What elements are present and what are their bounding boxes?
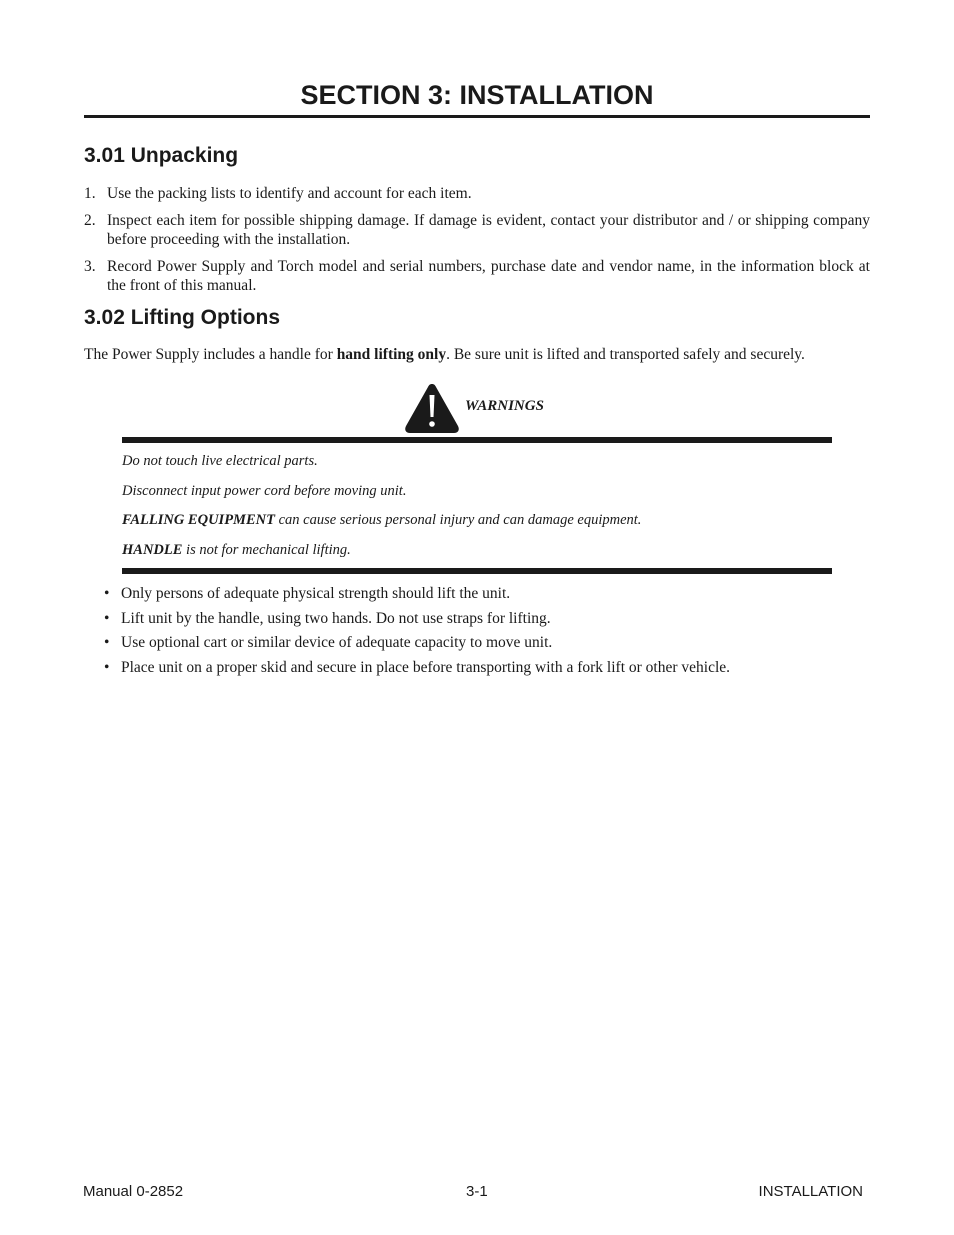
warning-emphasis: HANDLE: [122, 542, 183, 558]
list-item: [104, 633, 864, 652]
list-item-text: Inspect each item for possible shipping damage. If damage is evident, contact your distributor and / or shipping company before proceeding with the installation.: [107, 212, 870, 248]
footer-section-name: INSTALLATION: [758, 1183, 863, 1200]
list-item: [84, 184, 870, 203]
bullet: •: [104, 658, 110, 676]
warning-bottom-rule: [122, 568, 832, 574]
list-item-text: Lift unit by the handle, using two hands. Do not use straps for lifting.: [121, 609, 551, 627]
warning-header: [403, 382, 544, 434]
warning-emphasis: FALLING EQUIPMENT: [122, 512, 275, 528]
unpacking-list: [84, 184, 870, 303]
warning-top-rule: [122, 437, 832, 443]
list-item-number: 2.: [84, 212, 96, 229]
lifting-bullets: [104, 584, 864, 682]
warnings-label: WARNINGS: [465, 397, 544, 414]
lifting-heading: 3.02 Lifting Options: [84, 306, 281, 329]
warning-text: is not for mechanical lifting.: [182, 542, 351, 558]
page-title: SECTION 3: INSTALLATION: [300, 80, 654, 110]
footer-manual-number: Manual 0-2852: [83, 1183, 184, 1200]
warning-item: [122, 511, 832, 529]
bullet: •: [104, 609, 110, 627]
intro-text-end: . Be sure unit is lifted and transported safely and securely.: [446, 346, 805, 363]
intro-emphasis: hand lifting only: [336, 346, 447, 363]
footer-page-number: 3-1: [466, 1183, 488, 1200]
warning-text: can cause serious personal injury and can damage equipment.: [274, 512, 642, 528]
list-item-text: Place unit on a proper skid and secure in place before transporting with a fork lift or other vehicle.: [121, 658, 731, 676]
list-item-number: 3.: [84, 258, 96, 275]
warning-item: Do not touch live electrical parts.: [122, 453, 318, 469]
bullet: •: [104, 634, 110, 651]
list-item: [104, 609, 864, 628]
list-item: [84, 257, 870, 295]
unpacking-heading: 3.01 Unpacking: [84, 144, 239, 167]
warning-item: Disconnect input power cord before moving unit.: [122, 483, 407, 499]
list-item: [104, 584, 864, 603]
list-item-text: Use the packing lists to identify and account for each item.: [107, 185, 472, 202]
warning-triangle-icon: [403, 382, 461, 434]
list-item-number: 1.: [84, 185, 96, 202]
list-item: [84, 211, 870, 249]
lifting-intro: [84, 345, 870, 364]
warning-item: [122, 541, 832, 559]
list-item: [104, 658, 864, 677]
list-item-text: Only persons of adequate physical strength should lift the unit.: [121, 585, 511, 602]
intro-text: The Power Supply includes a handle for: [84, 346, 337, 363]
title-divider: [84, 115, 870, 118]
list-item-text: Use optional cart or similar device of adequate capacity to move unit.: [121, 634, 553, 651]
bullet: •: [104, 585, 110, 602]
list-item-text: Record Power Supply and Torch model and serial numbers, purchase date and vendor name, in the information block at the front of this manual.: [107, 258, 870, 294]
